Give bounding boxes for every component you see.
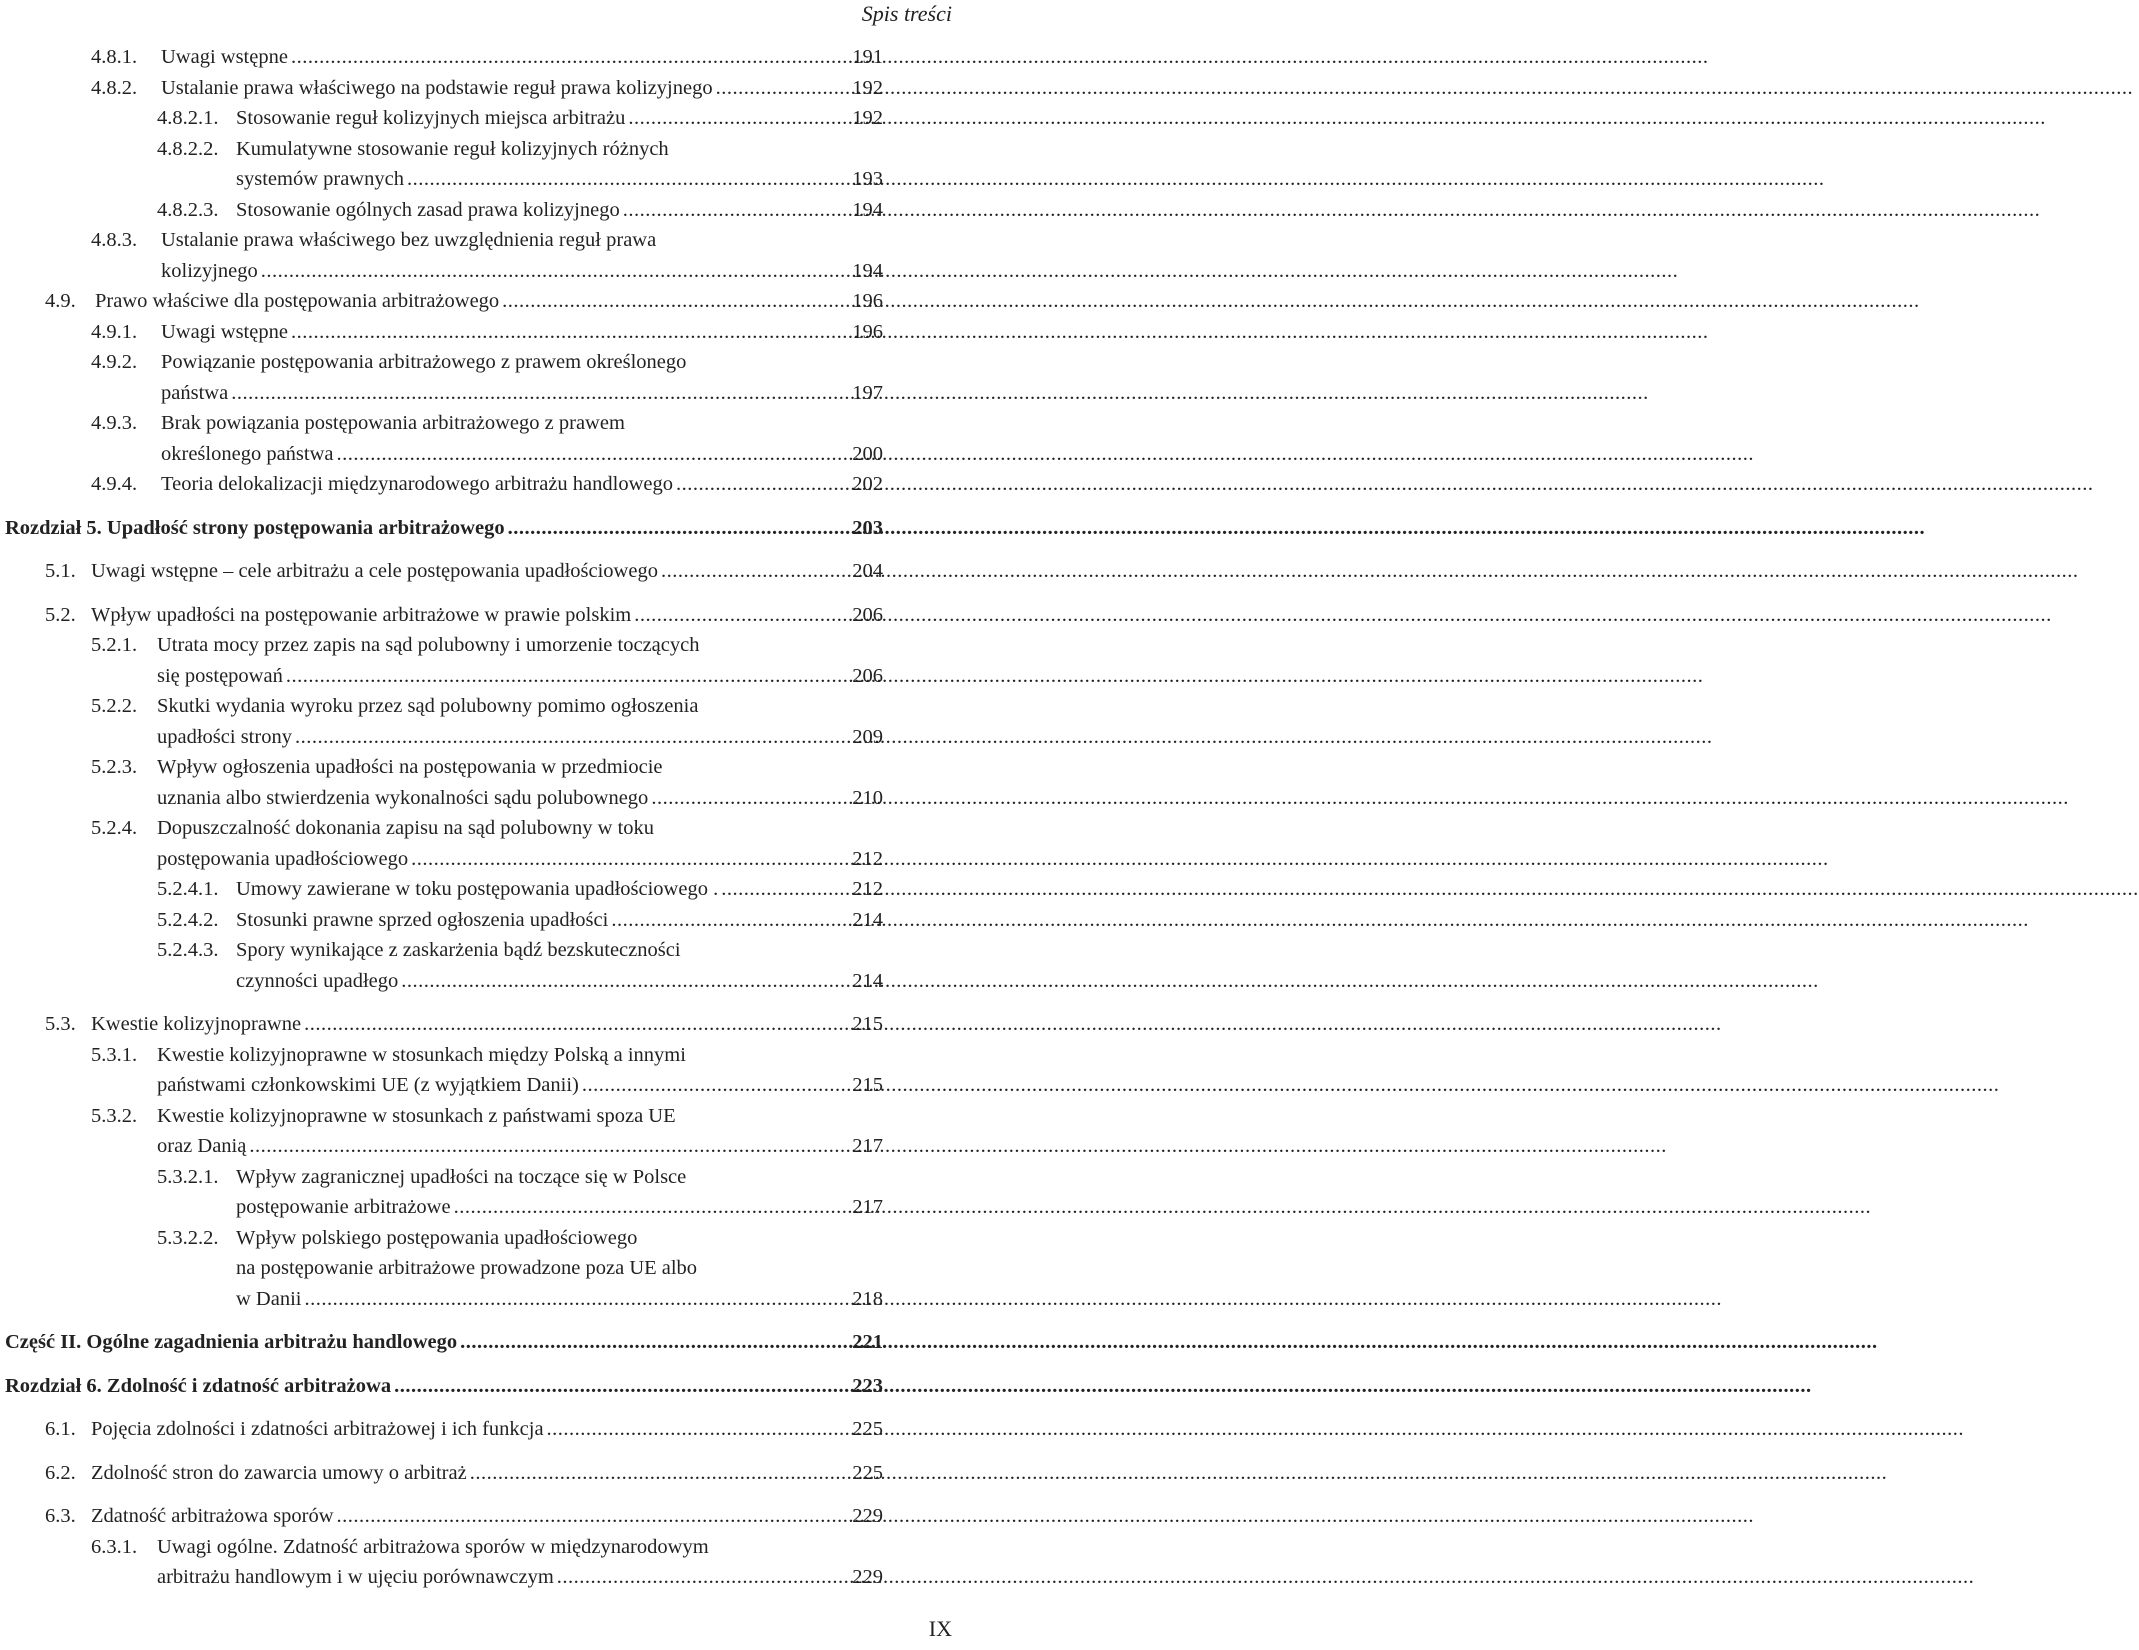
dot-leader [502,286,848,317]
toc-entry[interactable] [5,286,883,317]
toc-entry-page: 191 [852,46,883,68]
toc-entry-page: 229 [852,1566,883,1588]
toc-entry-title-line: Uwagi wstępne [161,320,288,343]
toc-entry-title-line: czynności upadłego [236,969,399,992]
toc-entry-title-line: Rozdział 5. Upadłość strony postępowania arbitrażowego [5,516,505,539]
toc-entry-title-line: się postępowań [157,664,283,687]
toc-entry-number: 5.3. [45,1013,76,1035]
dot-leader [304,1284,848,1315]
toc-entry-title-line: Ustalanie prawa właściwego na podstawie reguł prawa kolizyjnego [161,76,713,99]
dot-leader [470,1458,849,1489]
toc-entry[interactable] [5,195,883,226]
toc-entry-title-line: upadłości strony [157,725,292,748]
toc-entry-number: 5.2.4.1. [157,878,219,900]
toc-entry[interactable] [5,691,883,752]
toc-entry-number: 4.8.2.3. [157,198,219,221]
toc-entry[interactable] [5,1327,883,1358]
toc-entry[interactable] [5,73,883,104]
toc-entry-number: 6.3. [45,1505,76,1527]
toc-entry-page: 194 [852,259,883,282]
toc-entry-title-line: Zdolność stron do zawarcia umowy o arbitraż [91,1461,467,1484]
toc-entry-page: 225 [852,1418,883,1440]
toc-entry-number: 5.2.1. [91,634,138,656]
toc-entry-page: 218 [852,1287,883,1310]
toc-entry-page: 229 [852,1505,883,1527]
toc-entry-number: 4.8.2.2. [157,137,219,160]
toc-entry[interactable] [5,134,883,195]
toc-entry-title-line: Dopuszczalność dokonania zapisu na sąd polubowny w toku [157,817,655,839]
toc-entry-page: 214 [852,908,883,931]
toc-entry-title-line: Uwagi wstępne – cele arbitrażu a cele postępowania upadłościowego [91,560,658,582]
toc-entry-title-line: państwa [161,381,229,404]
toc-entry-page: 192 [852,107,883,129]
toc-entry[interactable] [5,600,883,631]
dot-leader [454,1192,849,1223]
toc-entry-title-line: Stosowanie reguł kolizyjnych miejsca arbitrażu [236,107,626,129]
toc-entry-page: 197 [852,381,883,404]
toc-entry-page: 217 [852,1196,883,1218]
toc-entry-title-line: kolizyjnego [161,259,258,282]
toc-entry-title-line: określonego państwa [161,442,334,465]
toc-entry-title-line: Uwagi ogólne. Zdatność arbitrażowa sporów w międzynarodowym [157,1535,709,1558]
dot-leader [337,439,849,470]
toc-entry-page: 212 [852,878,883,900]
toc-entry-title-line: Wpływ upadłości na postępowanie arbitrażowe w prawie polskim [91,603,632,626]
toc-entry-number: 5.2.4.2. [157,908,219,931]
toc-entry[interactable] [5,1414,883,1445]
toc-entry-number: 4.9.2. [91,351,138,373]
dot-leader [651,783,848,814]
toc-entry[interactable] [5,1458,883,1489]
dot-leader [628,103,848,134]
dot-leader [508,513,849,544]
toc-entry[interactable] [5,1101,883,1162]
toc-entry-page: 196 [852,320,883,343]
toc-entry[interactable] [5,630,883,691]
toc-entry[interactable] [5,347,883,408]
toc-entry-title-line: Spory wynikające z zaskarżenia bądź bezskuteczności [236,939,681,961]
toc-entry-title-line: postępowanie arbitrażowe [236,1196,451,1218]
dot-leader [291,317,848,348]
toc-entry-number: 4.8.3. [91,229,138,251]
toc-entry-number: 5.2.4. [91,817,138,839]
toc-entry[interactable] [5,813,883,874]
toc-entry-page: 192 [852,76,883,99]
toc-entry[interactable] [5,556,883,587]
dot-leader [721,874,848,905]
toc-entry-number: 5.2. [45,603,76,626]
toc-entry-title-line: postępowania upadłościowego [157,847,409,870]
toc-entry-page: 215 [852,1013,883,1035]
toc-entry-page: 204 [852,560,883,582]
toc-entry-page: 217 [852,1135,883,1157]
toc-entry[interactable] [5,469,883,500]
dot-leader [547,1414,849,1445]
toc-entry-number: 4.9.4. [91,473,138,495]
dot-leader [611,905,848,936]
toc-entry-page: 223 [852,1374,883,1397]
toc-entry-page: 193 [852,168,883,190]
dot-leader [460,1327,848,1358]
toc-entry-number: 6.3.1. [91,1535,138,1558]
toc-entry-page: 206 [852,603,883,626]
toc-entry-page: 221 [852,1331,883,1353]
toc-entry-number: 6.2. [45,1461,76,1484]
toc-entry-title-line: uznania albo stwierdzenia wykonalności sądu polubownego [157,786,649,809]
dot-leader [411,844,848,875]
toc-entry-title-line: Wpływ polskiego postępowania upadłościowego [236,1226,638,1249]
toc-entry-title-line: państwami członkowskimi UE (z wyjątkiem Danii) [157,1074,579,1096]
toc-entry-page: 194 [852,198,883,221]
toc-entry-page: 215 [852,1074,883,1096]
toc-entry-title-line: Prawo właściwe dla postępowania arbitrażowego [95,290,500,312]
toc-entry[interactable] [5,1040,883,1101]
toc-entry-number: 6.1. [45,1418,76,1440]
toc-entry-number: 5.3.2.1. [157,1165,219,1188]
toc-entry-title-line: Kwestie kolizyjnoprawne w stosunkach z państwami spoza UE [157,1104,676,1127]
toc-entry-title-line: Zdatność arbitrażowa sporów [91,1505,334,1527]
toc-entry-page: 206 [852,664,883,687]
toc-entry-title-line: na postępowanie arbitrażowe prowadzone poza UE albo [236,1257,698,1279]
toc-entry-title-line: Powiązanie postępowania arbitrażowego z prawem określonego [161,351,687,373]
toc-entry-page: 200 [852,442,883,465]
toc-entry-title-line: Kumulatywne stosowanie reguł kolizyjnych różnych [236,137,669,160]
toc-entry-number: 4.9.3. [91,412,138,434]
toc-entry-title-line: Wpływ ogłoszenia upadłości na postępowania w przedmiocie [157,756,663,778]
dot-leader [582,1070,848,1101]
dot-leader [634,600,848,631]
dot-leader [295,722,848,753]
toc-entry-title-line: Uwagi wstępne [161,46,288,68]
toc-entry[interactable] [5,752,883,813]
toc-entry[interactable] [5,1532,883,1593]
dot-leader [716,73,849,104]
toc-entry-number: 5.2.2. [91,695,138,717]
toc-entry-page: 212 [852,847,883,870]
table-of-contents [5,42,883,1593]
dot-leader [676,469,848,500]
dot-leader [261,256,848,287]
dot-leader [623,195,849,226]
toc-entry-title-line: w Danii [236,1287,302,1310]
dot-leader [661,556,848,587]
toc-entry-number: 4.8.2. [91,76,138,99]
toc-entry-number: 5.2.3. [91,756,138,778]
toc-entry-title-line: Stosunki prawne sprzed ogłoszenia upadłości [236,908,609,931]
toc-entry[interactable] [5,103,883,134]
toc-entry-title-line: Pojęcia zdolności i zdatności arbitrażowej i ich funkcja [91,1418,544,1440]
toc-entry-number: 4.9. [45,290,76,312]
toc-entry-title-line: Teoria delokalizacji międzynarodowego arbitrażu handlowego [161,473,673,495]
toc-entry[interactable] [5,935,883,996]
toc-entry-title-line: Wpływ zagranicznej upadłości na toczące się w Polsce [236,1165,687,1188]
page-number: IX [928,1616,952,1641]
toc-entry-number: 5.3.1. [91,1043,138,1066]
toc-entry-title-line: Skutki wydania wyroku przez sąd polubowny pomimo ogłoszenia [157,695,699,717]
dot-leader [394,1371,848,1402]
toc-entry-title-line: Część II. Ogólne zagadnienia arbitrażu handlowego [5,1331,458,1353]
dot-leader [401,966,848,997]
toc-entry[interactable] [5,1009,883,1040]
toc-entry[interactable] [5,408,883,469]
toc-entry-page: 214 [852,969,883,992]
toc-entry-title-line: systemów prawnych [236,168,404,190]
toc-entry[interactable] [5,1501,883,1532]
toc-entry-number: 4.9.1. [91,320,138,343]
toc-entry-title-line: Utrata mocy przez zapis na sąd polubowny i umorzenie toczących [157,634,700,656]
toc-entry-title-line: oraz Danią [157,1135,247,1157]
dot-leader [286,661,848,692]
toc-entry-title-line: Stosowanie ogólnych zasad prawa kolizyjnego [236,198,620,221]
toc-entry-page: 210 [852,786,883,809]
toc-entry[interactable] [5,513,883,544]
toc-entry-title-line: Ustalanie prawa właściwego bez uwzględnienia reguł prawa [161,229,657,251]
running-header: Spis treści [861,1,952,26]
dot-leader [231,378,848,409]
dot-leader [291,42,848,73]
toc-entry-page: 225 [852,1461,883,1484]
toc-entry-number: 4.8.1. [91,46,138,68]
toc-entry[interactable] [5,1162,883,1223]
toc-entry-title-line: Rozdział 6. Zdolność i zdatność arbitrażowa [5,1374,392,1397]
toc-entry-page: 209 [852,725,883,748]
toc-entry-number: 4.8.2.1. [157,107,219,129]
toc-entry-number: 5.3.2. [91,1104,138,1127]
toc-entry[interactable] [5,874,883,905]
toc-entry[interactable] [5,1223,883,1315]
toc-entry-number: 5.1. [45,560,76,582]
toc-entry-title-line: Kwestie kolizyjnoprawne [91,1013,302,1035]
toc-entry[interactable] [5,317,883,348]
toc-entry-title-line: arbitrażu handlowym i w ujęciu porównawczym [157,1566,554,1588]
toc-entry-title-line: Brak powiązania postępowania arbitrażowego z prawem [161,412,625,434]
toc-entry-page: 203 [852,516,883,539]
toc-entry[interactable] [5,42,883,73]
toc-entry[interactable] [5,905,883,936]
dot-leader [557,1562,848,1593]
dot-leader [337,1501,849,1532]
toc-entry[interactable] [5,1371,883,1402]
toc-entry[interactable] [5,225,883,286]
dot-leader [304,1009,848,1040]
toc-entry-page: 196 [852,290,883,312]
dot-leader [249,1131,848,1162]
toc-entry-page: 202 [852,473,883,495]
toc-entry-number: 5.3.2.2. [157,1226,219,1249]
toc-entry-title-line: Kwestie kolizyjnoprawne w stosunkach między Polską a innymi [157,1043,686,1066]
toc-entry-number: 5.2.4.3. [157,939,219,961]
dot-leader [407,164,848,195]
toc-entry-title-line: Umowy zawierane w toku postępowania upadłościowego . [236,878,719,900]
